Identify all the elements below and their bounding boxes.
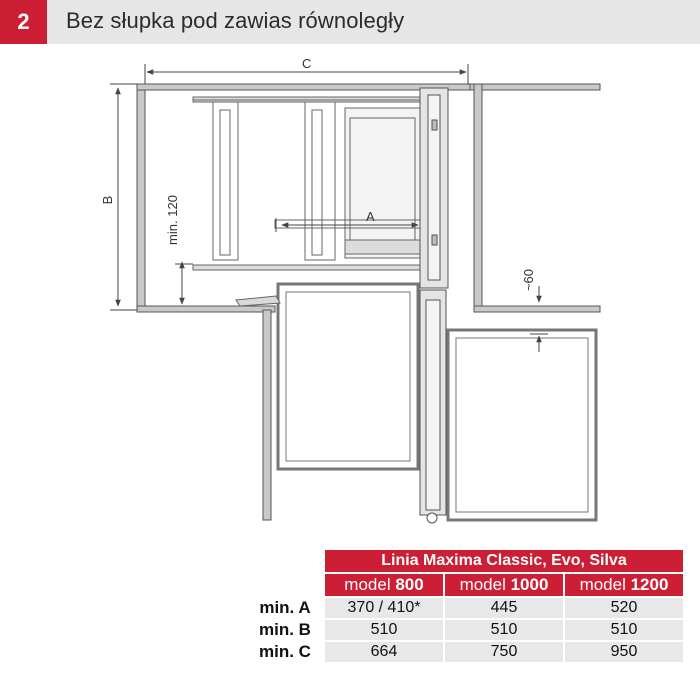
table-model-row bbox=[247, 574, 683, 596]
table-row bbox=[247, 642, 683, 662]
front-basket-right bbox=[448, 330, 596, 520]
step-number-badge: 2 bbox=[0, 0, 47, 44]
table-cell: 510 bbox=[325, 620, 443, 640]
row-label-min-a: min. A bbox=[247, 598, 323, 618]
dimension-min120-label: min. 120 bbox=[165, 195, 180, 245]
model-header-800: model 800 bbox=[325, 574, 443, 596]
table-line-row bbox=[247, 550, 683, 572]
table-cell: 664 bbox=[325, 642, 443, 662]
row-label-min-b: min. B bbox=[247, 620, 323, 640]
row-label-min-c: min. C bbox=[247, 642, 323, 662]
table-cell: 520 bbox=[565, 598, 683, 618]
table-cell: 510 bbox=[445, 620, 563, 640]
corner-cabinet-diagram bbox=[0, 44, 700, 534]
rear-basket-frame bbox=[193, 97, 428, 270]
table-cell: 445 bbox=[445, 598, 563, 618]
model-header-1000: model 1000 bbox=[445, 574, 563, 596]
table-row bbox=[247, 620, 683, 640]
table-row bbox=[247, 598, 683, 618]
table-cell: 950 bbox=[565, 642, 683, 662]
dimension-60-label: ~60 bbox=[521, 268, 536, 292]
dimension-b-label: B bbox=[100, 195, 115, 205]
model-header-1200: model 1200 bbox=[565, 574, 683, 596]
model-dimensions-table bbox=[245, 548, 685, 664]
header-bar bbox=[0, 0, 700, 44]
page-title: Bez słupka pod zawias równoległy bbox=[66, 8, 405, 33]
product-line-title: Linia Maxima Classic, Evo, Silva bbox=[325, 550, 683, 572]
hinge-mechanism bbox=[420, 88, 448, 523]
dimension-a-label: A bbox=[366, 209, 375, 224]
table-cell: 750 bbox=[445, 642, 563, 662]
table-cell: 370 / 410* bbox=[325, 598, 443, 618]
dimension-c-label: C bbox=[302, 56, 312, 71]
table-cell: 510 bbox=[565, 620, 683, 640]
